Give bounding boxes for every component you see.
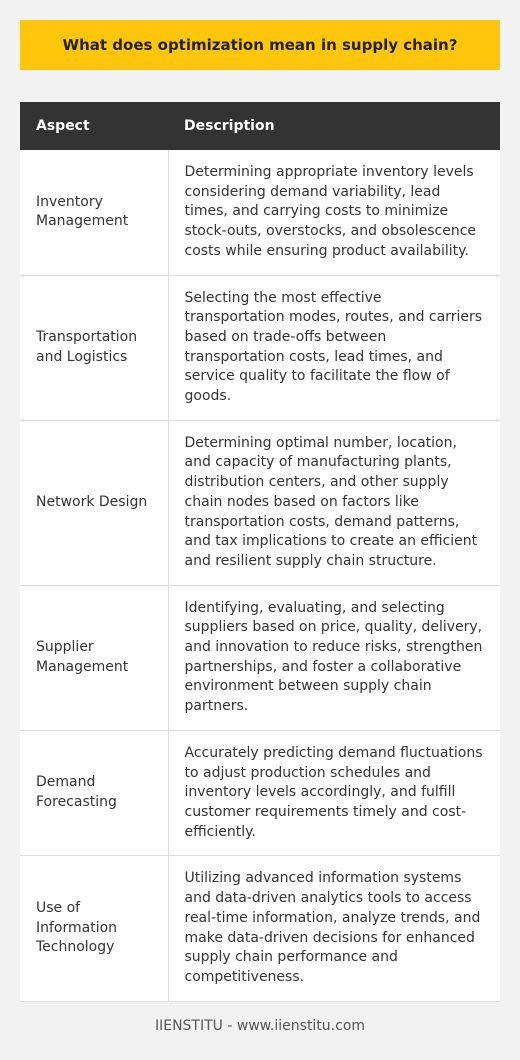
- table-row: [20, 856, 500, 1001]
- aspect-cell: Demand Forecasting: [20, 730, 168, 856]
- description-cell: Accurately predicting demand fluctuations to adjust production schedules and inventory levels accordingly, and fulfill customer requirements timely and cost-efficiently.: [168, 730, 500, 856]
- description-cell: Identifying, evaluating, and selecting suppliers based on price, quality, delivery, and innovation to reduce risks, strengthen partnerships, and foster a collaborative environment between supply chain partners.: [168, 585, 500, 730]
- aspect-cell: Use of Information Technology: [20, 856, 168, 1001]
- aspects-table: [20, 102, 500, 1002]
- description-cell: Determining optimal number, location, and capacity of manufacturing plants, distribution centers, and other supply chain nodes based on factors like transportation costs, demand patterns, and tax implications to create an efficient and resilient supply chain structure.: [168, 420, 500, 585]
- table-header-row: [20, 102, 500, 150]
- column-header-description: Description: [168, 102, 500, 150]
- table-row: [20, 420, 500, 585]
- aspect-cell: Network Design: [20, 420, 168, 585]
- description-cell: Utilizing advanced information systems and data-driven analytics tools to access real-time information, analyze trends, and make data-driven decisions for enhanced supply chain performance and competitiveness.: [168, 856, 500, 1001]
- page-title: What does optimization mean in supply chain?: [62, 36, 458, 54]
- table-row: [20, 730, 500, 856]
- aspect-cell: Inventory Management: [20, 150, 168, 275]
- description-cell: Selecting the most effective transportation modes, routes, and carriers based on trade-offs between transportation costs, lead times, and service quality to facilitate the flow of goods.: [168, 275, 500, 420]
- aspect-cell: Transportation and Logistics: [20, 275, 168, 420]
- column-header-aspect: Aspect: [20, 102, 168, 150]
- description-cell: Determining appropriate inventory levels considering demand variability, lead times, and carrying costs to minimize stock-outs, overstocks, and obsolescence costs while ensuring product availability.: [168, 150, 500, 275]
- title-banner: [20, 20, 500, 70]
- aspect-cell: Supplier Management: [20, 585, 168, 730]
- footer-credit: IIENSTITU - www.iienstitu.com: [154, 1018, 366, 1034]
- table-row: [20, 275, 500, 420]
- table-row: [20, 150, 500, 275]
- table-row: [20, 585, 500, 730]
